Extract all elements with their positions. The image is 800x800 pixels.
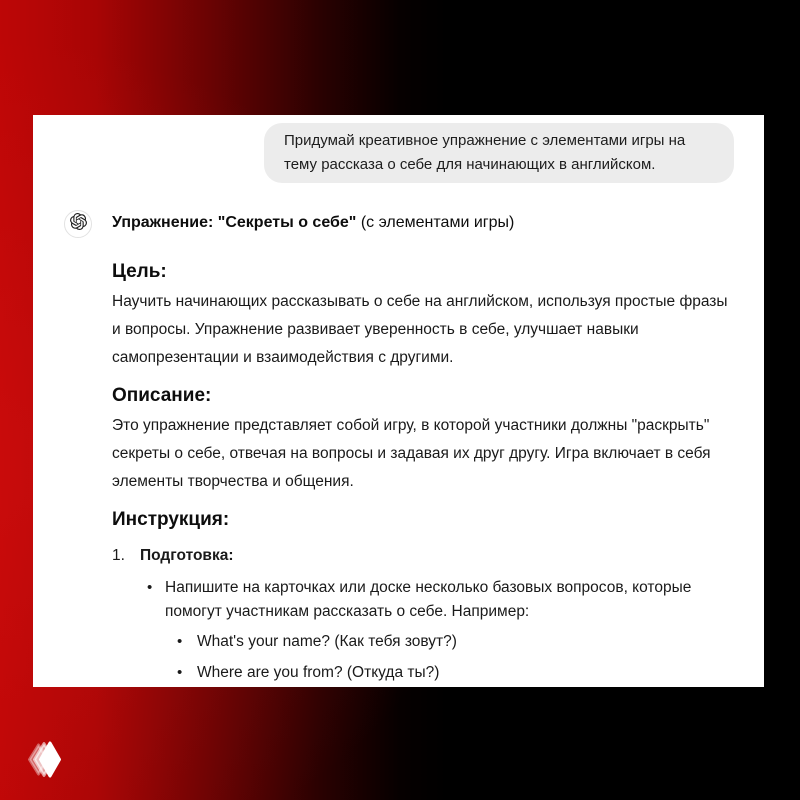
step-1-label: Подготовка: <box>140 547 234 564</box>
user-message-row <box>33 115 764 183</box>
bullet-icon: • <box>147 579 153 596</box>
step-1-number: 1. <box>112 547 125 564</box>
question-text-1: What's your name? (Как тебя зовут?) <box>197 633 457 650</box>
assistant-message-content <box>112 210 736 685</box>
step-1-bullet-text: Напишите на карточках или доске несколько базовых вопросов, которые помогут участникам рассказать о себе. Например: <box>165 579 692 620</box>
openai-logo-icon <box>70 213 87 235</box>
exercise-title <box>112 210 736 236</box>
description-heading: Описание: <box>112 385 212 406</box>
bullet-icon: • <box>177 633 183 650</box>
layered-diamond-logo <box>15 725 85 795</box>
chat-screenshot-card <box>33 115 764 687</box>
description-paragraph: Это упражнение представляет собой игру, в которой участники должны "раскрыть" секреты о себе, отвечая на вопросы и задавая их друг другу. Игра включает в себя элементы творчества и общения. <box>112 417 711 490</box>
goal-paragraph: Научить начинающих рассказывать о себе на английском, используя простые фразы и вопросы. Упражнение развивает уверенность в себе, улучшает навыки самопрезентации и взаимодействия с другими. <box>112 293 728 366</box>
step-1-row <box>112 544 736 568</box>
bullet-icon: • <box>177 664 183 681</box>
question-row-1 <box>112 630 736 654</box>
question-text-2: Where are you from? (Откуда ты?) <box>197 664 440 681</box>
exercise-title-regular: (с элементами игры) <box>356 214 515 231</box>
assistant-avatar <box>64 210 92 238</box>
exercise-title-bold: Упражнение: "Секреты о себе" <box>112 214 357 231</box>
step-1-bullet-row <box>112 576 736 624</box>
goal-heading: Цель: <box>112 261 167 282</box>
user-message-bubble: Придумай креативное упражнение с элементами игры на тему рассказа о себе для начинающих в английском. <box>264 123 734 183</box>
question-row-2 <box>112 661 736 685</box>
assistant-message-row <box>33 210 764 685</box>
instruction-heading: Инструкция: <box>112 509 230 530</box>
